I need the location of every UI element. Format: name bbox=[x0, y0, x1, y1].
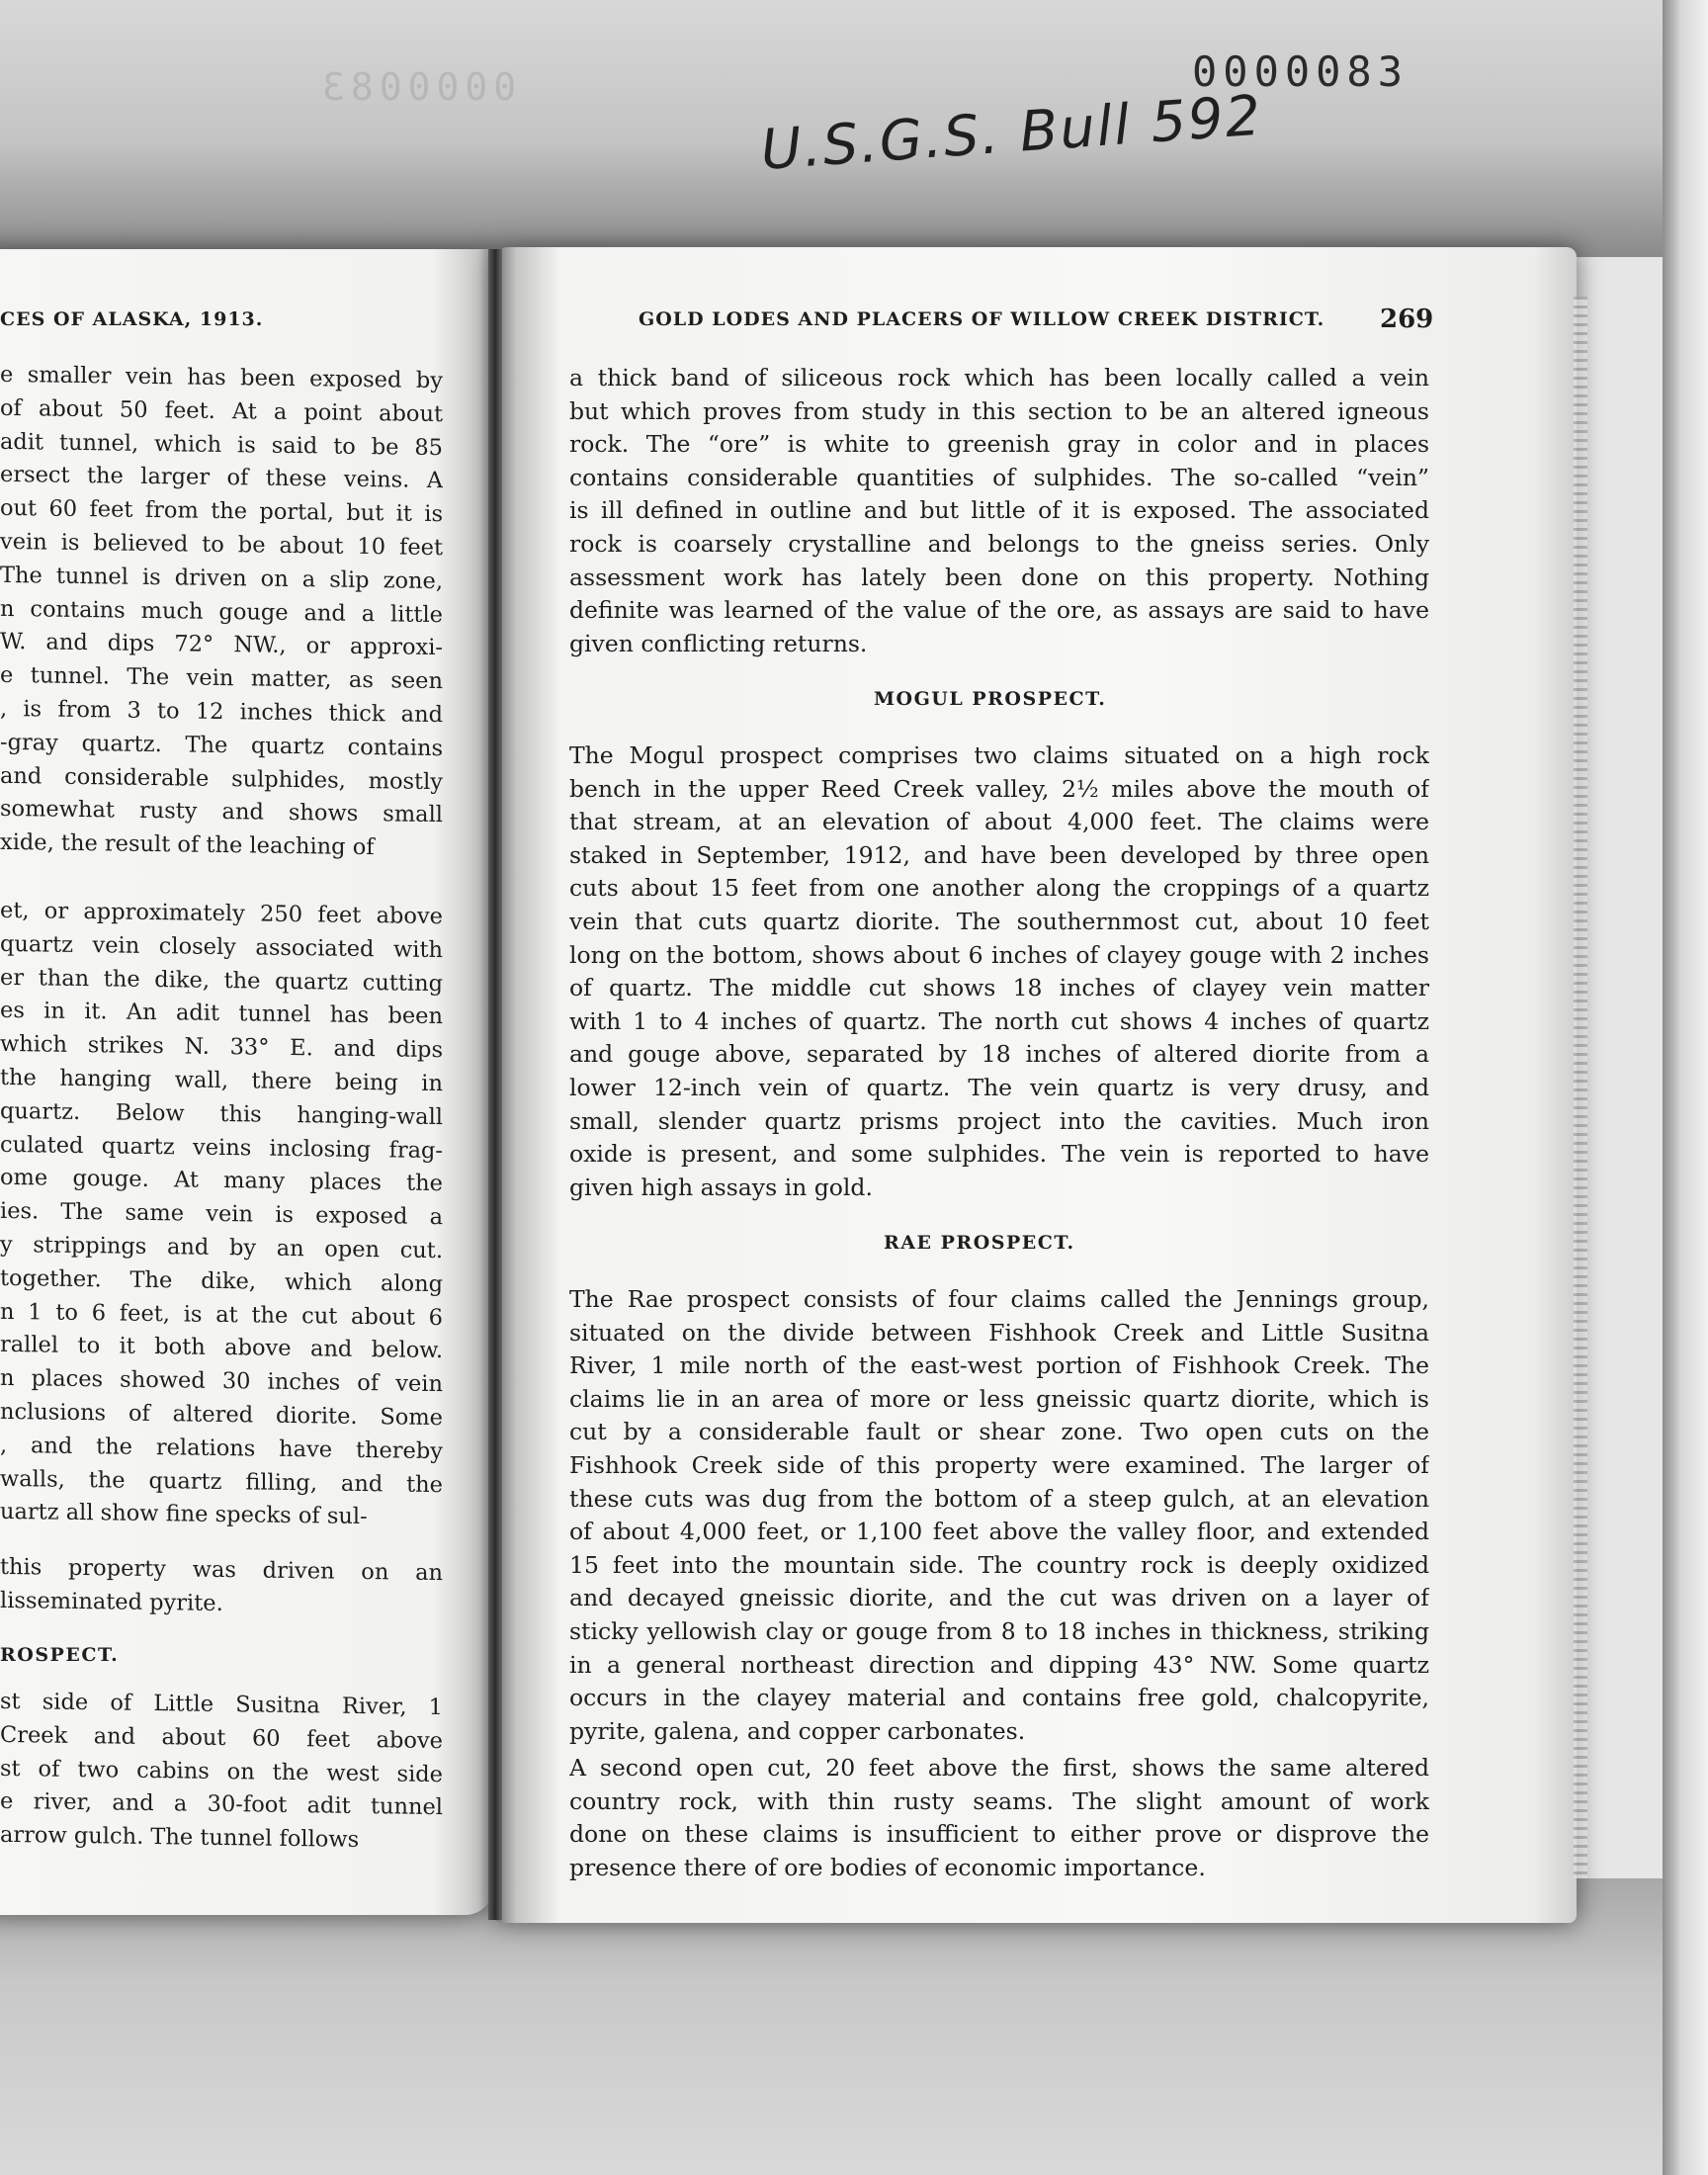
page-edge-stack bbox=[1574, 297, 1587, 1878]
text-line: adit tunnel, which is said to be 85 bbox=[0, 428, 443, 461]
left-paragraph-2 bbox=[0, 895, 443, 1535]
text-line: that stream, at an elevation of about 4,000 feet. The claims were bbox=[569, 808, 1429, 836]
text-line: bench in the upper Reed Creek valley, 2½ miles above the mouth of bbox=[569, 774, 1429, 803]
text-line: quartz vein closely associated with bbox=[0, 930, 443, 963]
text-line: st side of Little Susitna River, 1 bbox=[0, 1688, 443, 1721]
text-line: walls, the quartz filling, and the bbox=[0, 1465, 443, 1498]
text-line: , and the relations have thereby bbox=[0, 1432, 443, 1464]
text-line: with 1 to 4 inches of quartz. The north cut shows 4 inches of quartz bbox=[569, 1006, 1429, 1035]
mogul-prospect-heading: MOGUL PROSPECT. bbox=[874, 688, 1107, 710]
text-line: e tunnel. The vein matter, as seen bbox=[0, 662, 443, 695]
text-line: definite was learned of the value of the ore, as assays are said to have bbox=[569, 596, 1429, 625]
text-line: rock. The “ore” is white to greenish gray in color and in places bbox=[569, 430, 1429, 459]
text-line: is ill defined in outline and but little of it is exposed. The associated bbox=[569, 496, 1429, 525]
text-line: situated on the divide between Fishhook Creek and Little Susitna bbox=[569, 1318, 1429, 1347]
text-line: given conflicting returns. bbox=[569, 629, 868, 657]
text-line: done on these claims is insufficient to either prove or disprove the bbox=[569, 1820, 1429, 1849]
text-line: cuts about 15 feet from one another along the croppings of a quartz bbox=[569, 874, 1429, 903]
text-line: vein is believed to be about 10 feet bbox=[0, 528, 443, 562]
page-number: 269 bbox=[1380, 304, 1434, 334]
text-line: 15 feet into the mountain side. The country rock is deeply oxidized bbox=[569, 1550, 1429, 1579]
text-line: claims lie in an area of more or less gneissic quartz diorite, which is bbox=[569, 1384, 1429, 1413]
left-running-head: CES OF ALASKA, 1913. bbox=[0, 308, 264, 330]
text-line: quartz. Below this hanging-wall bbox=[0, 1097, 443, 1130]
text-line: rallel to it both above and below. bbox=[0, 1332, 443, 1364]
mogul-prospect-paragraph bbox=[569, 740, 1429, 1204]
text-line: somewhat rusty and shows small bbox=[0, 796, 443, 828]
text-line: Creek and about 60 feet above bbox=[0, 1721, 443, 1754]
text-line: sticky yellowish clay or gouge from 8 to 18 inches in thickness, striking bbox=[569, 1616, 1429, 1645]
text-line: of about 50 feet. At a point about bbox=[0, 394, 443, 427]
text-line: and gouge above, separated by 18 inches of altered diorite from a bbox=[569, 1040, 1429, 1069]
text-line: these cuts was dug from the bottom of a steep gulch, at an elevation bbox=[569, 1484, 1429, 1513]
text-line: a thick band of siliceous rock which has been locally called a vein bbox=[569, 364, 1429, 392]
text-line: the hanging wall, there being in bbox=[0, 1064, 443, 1097]
text-line: ersect the larger of these veins. A bbox=[0, 462, 443, 494]
text-line: and decayed gneissic diorite, and the cut was driven on a layer of bbox=[569, 1584, 1429, 1612]
text-line: lisseminated pyrite. bbox=[0, 1587, 223, 1616]
text-line: rock is coarsely crystalline and belongs to the gneiss series. Only bbox=[569, 529, 1429, 558]
left-paragraph-1 bbox=[0, 359, 443, 866]
text-line: xide, the result of the leaching of bbox=[0, 829, 375, 861]
text-line: in a general northeast direction and dipping 43° NW. Some quartz bbox=[569, 1650, 1429, 1679]
text-line: assessment work has lately been done on this property. Nothing bbox=[569, 563, 1429, 591]
text-line: n 1 to 6 feet, is at the cut about 6 bbox=[0, 1298, 443, 1331]
text-line: n places showed 30 inches of vein bbox=[0, 1365, 443, 1398]
text-line: -gray quartz. The quartz contains bbox=[0, 729, 443, 761]
text-line: contains considerable quantities of sulphides. The so-called “vein” bbox=[569, 463, 1429, 491]
text-line: small, slender quartz prisms project into the cavities. Much iron bbox=[569, 1106, 1429, 1135]
text-line: uartz all show fine specks of sul- bbox=[0, 1499, 368, 1530]
text-line: and considerable sulphides, mostly bbox=[0, 762, 443, 795]
text-line: long on the bottom, shows about 6 inches of clayey gouge with 2 inches bbox=[569, 940, 1429, 969]
text-line: A second open cut, 20 feet above the first, shows the same altered bbox=[569, 1754, 1429, 1782]
text-line: es in it. An adit tunnel has been bbox=[0, 998, 443, 1030]
text-line: this property was driven on an bbox=[0, 1553, 443, 1587]
text-line: Fishhook Creek side of this property were examined. The larger of bbox=[569, 1450, 1429, 1479]
right-running-head: GOLD LODES AND PLACERS OF WILLOW CREEK DISTRICT. bbox=[639, 308, 1325, 330]
text-line: of quartz. The middle cut shows 18 inches of clayey vein matter bbox=[569, 974, 1429, 1002]
text-line: which strikes N. 33° E. and dips bbox=[0, 1031, 443, 1064]
left-section-heading: ROSPECT. bbox=[0, 1644, 120, 1666]
text-line: er than the dike, the quartz cutting bbox=[0, 964, 443, 997]
text-line: River, 1 mile north of the east-west portion of Fishhook Creek. The bbox=[569, 1351, 1429, 1380]
text-line: occurs in the clayey material and contains free gold, chalcopyrite, bbox=[569, 1684, 1429, 1712]
text-line: The Rae prospect consists of four claims called the Jennings group, bbox=[569, 1285, 1429, 1313]
text-line: oxide is present, and some sulphides. The vein is reported to have bbox=[569, 1140, 1429, 1169]
text-line: nclusions of altered diorite. Some bbox=[0, 1398, 443, 1432]
text-line: et, or approximately 250 feet above bbox=[0, 897, 443, 930]
text-line: staked in September, 1912, and have been developed by three open bbox=[569, 840, 1429, 869]
text-line: lower 12-inch vein of quartz. The vein quartz is very drusy, and bbox=[569, 1073, 1429, 1101]
scan-background-right bbox=[1663, 0, 1708, 2175]
archive-stamp-number: 0000083 bbox=[1192, 47, 1409, 96]
text-line: given high assays in gold. bbox=[569, 1173, 873, 1201]
text-line: pyrite, galena, and copper carbonates. bbox=[569, 1716, 1026, 1745]
rae-prospect-paragraph bbox=[569, 1283, 1429, 1748]
bleed-through-stamp: 0000083 bbox=[316, 65, 517, 109]
text-line: e river, and a 30-foot adit tunnel bbox=[0, 1788, 443, 1821]
text-line: y strippings and by an open cut. bbox=[0, 1231, 443, 1264]
text-line: ome gouge. At many places the bbox=[0, 1165, 443, 1197]
rae-prospect-heading: RAE PROSPECT. bbox=[884, 1232, 1075, 1254]
text-line: n contains much gouge and a little bbox=[0, 595, 443, 628]
scan-background-bottom bbox=[0, 1878, 1708, 2175]
text-line: presence there of ore bodies of economic importance. bbox=[569, 1853, 1206, 1881]
second-cut-paragraph bbox=[569, 1752, 1429, 1884]
text-line: cut by a considerable fault or shear zone. Two open cuts on the bbox=[569, 1418, 1429, 1446]
text-line: e smaller vein has been exposed by bbox=[0, 361, 443, 394]
text-line: of about 4,000 feet, or 1,100 feet above the valley floor, and extended bbox=[569, 1518, 1429, 1546]
text-line: The Mogul prospect comprises two claims situated on a high rock bbox=[569, 741, 1429, 769]
text-line: st of two cabins on the west side bbox=[0, 1755, 443, 1787]
book-gutter bbox=[488, 249, 502, 1920]
text-line: , is from 3 to 12 inches thick and bbox=[0, 695, 443, 729]
text-line: but which proves from study in this section to be an altered igneous bbox=[569, 396, 1429, 425]
text-line: vein that cuts quartz diorite. The southernmost cut, about 10 feet bbox=[569, 907, 1429, 935]
text-line: W. and dips 72° NW., or approxi- bbox=[0, 629, 443, 661]
text-line: out 60 feet from the portal, but it is bbox=[0, 495, 443, 528]
text-line: country rock, with thin rusty seams. The slight amount of work bbox=[569, 1786, 1429, 1815]
text-line: arrow gulch. The tunnel follows bbox=[0, 1822, 360, 1854]
left-paragraph-3 bbox=[0, 1551, 443, 1624]
text-line: The tunnel is driven on a slip zone, bbox=[0, 562, 443, 594]
left-paragraph-4 bbox=[0, 1686, 443, 1859]
handwritten-reference: U.S.G.S. Bull 592 bbox=[758, 83, 1265, 183]
text-line: ies. The same vein is exposed a bbox=[0, 1198, 443, 1231]
text-line: culated quartz veins inclosing frag- bbox=[0, 1131, 443, 1164]
text-line: together. The dike, which along bbox=[0, 1264, 443, 1297]
intro-paragraph bbox=[569, 362, 1429, 660]
